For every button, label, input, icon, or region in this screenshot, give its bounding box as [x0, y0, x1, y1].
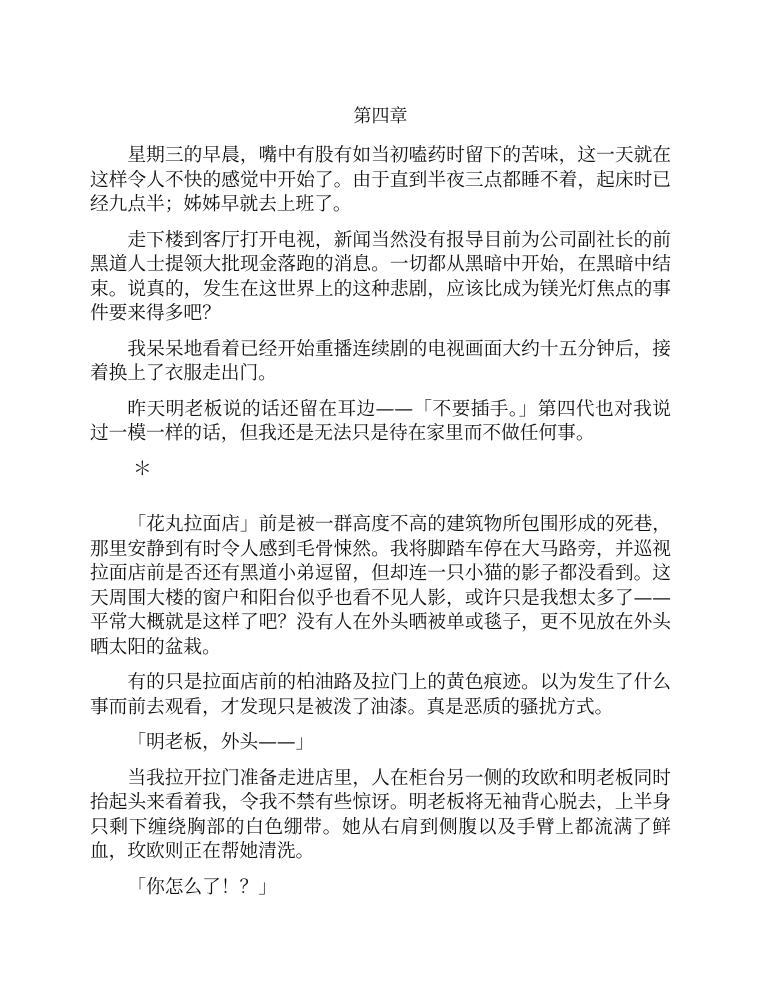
paragraph: 「花丸拉面店」前是被一群高度不高的建筑物所包围形成的死巷，那里安静到有时令人感到毛骨悚然。我将脚踏车停在大马路旁，并巡视拉面店前是否还有黑道小弟逗留，但却连一只小猫的影子都没看到。这天周围大楼的窗户和阳台似乎也看不见人影，或许只是我想太多了——平常大概就是这样了吧？没有人在外头晒被单或毯子，更不见放在外头晒太阳的盆栽。 — [90, 514, 671, 658]
paragraph: 星期三的早晨，嘴中有股有如当初嗑药时留下的苦味，这一天就在这样令人不快的感觉中开始了。由于直到半夜三点都睡不着，起床时已经九点半；姊姊早就去上班了。 — [90, 145, 671, 215]
paragraph: 我呆呆地看着已经开始重播连续剧的电视画面大约十五分钟后，接着换上了衣服走出门。 — [90, 338, 671, 384]
document-page — [90, 104, 671, 911]
chapter-title: 第四章 — [353, 106, 408, 127]
paragraph: 走下楼到客厅打开电视，新闻当然没有报导目前为公司副社长的前黑道人士提领大批现金落跑的消息。一切都从黑暗中开始，在黑暗中结束。说真的，发生在这世界上的这种悲剧，应该比成为镁光灯焦点的事件要来得多吧？ — [90, 229, 671, 324]
section-separator: ＊ — [133, 458, 152, 480]
paragraph: 「明老板，外头——」 — [127, 732, 315, 753]
paragraph: 有的只是拉面店前的柏油路及拉门上的黄色痕迹。以为发生了什么事而前去观看，才发现只是被泼了油漆。真是恶质的骚扰方式。 — [90, 672, 671, 718]
paragraph: 当我拉开拉门准备走进店里，人在柜台另一侧的玫欧和明老板同时抬起头来看着我，令我不禁有些惊讶。明老板将无袖背心脱去，上半身只剩下缠绕胸部的白色绷带。她从右肩到侧腹以及手臂上都流满了鲜血，玫欧则正在帮她清洗。 — [90, 767, 671, 862]
paragraph: 昨天明老板说的话还留在耳边——「不要插手。」第四代也对我说过一模一样的话，但我还是无法只是待在家里而不做任何事。 — [90, 398, 671, 444]
paragraph: 「你怎么了！？」 — [127, 876, 277, 898]
